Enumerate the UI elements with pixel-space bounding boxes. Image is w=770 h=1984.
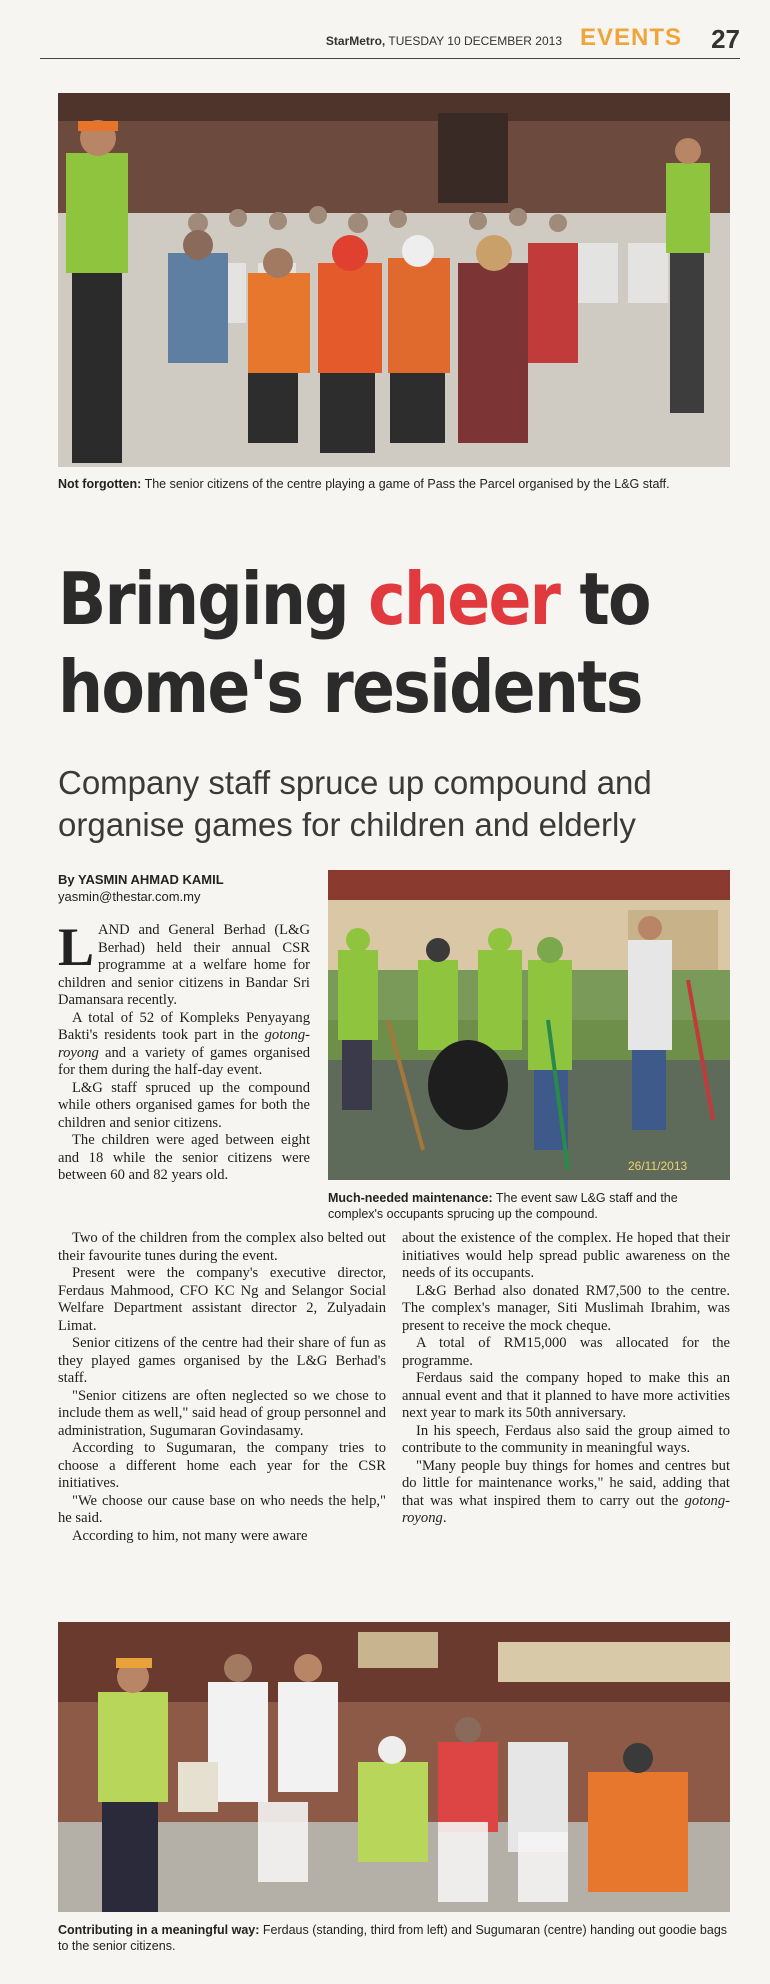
paragraph-14: A total of RM15,000 was allocated for the programme. [402,1335,730,1369]
header-dateline [326,34,562,48]
author-email: yasmin@thestar.com.my [58,889,201,904]
bottom-photo [58,1622,730,1912]
article-headline [58,555,656,731]
middle-caption-lead: Much-needed maintenance: [328,1191,493,1205]
section-label: EVENTS [580,24,683,51]
paragraph-8: "Senior citizens are often neglected so we chose to include them as well," said head of group personnel and administration, Sugumaran Govindasamy. [58,1387,386,1439]
page-header [40,22,740,59]
headline-accent: cheer [368,557,560,641]
paragraph-13: L&G Berhad also donated RM7,500 to the centre. The complex's manager, Siti Muslimah Ibrahim, was present to receive the mock cheque. [402,1282,730,1334]
top-photo-caption [58,476,730,492]
top-photo [58,93,730,467]
bottom-photo-caption [58,1922,730,1954]
middle-caption-text: The event saw L&G staff and the complex's occupants sprucing up the compound. [328,1191,678,1221]
paragraph-2: A total of 52 of Kompleks Penyayang Bakti's residents took part in the gotong-royong and a variety of games organised for them during the half-day event. [58,1009,310,1078]
headline-part2: to home's residents [58,557,650,729]
byline: By YASMIN AHMAD KAMIL [58,872,224,887]
article-column-2 [402,1230,730,1528]
paragraph-6: Present were the company's executive director, Ferdaus Mahmood, CFO KC Ng and Selangor Social Welfare Department assistant director 2, Zulyadain Limat. [58,1265,386,1334]
paragraph-11: According to him, not many were aware [72,1527,308,1544]
page-number: 27 [711,24,740,54]
paragraph-9: According to Sugumaran, the company tries to choose a different home each year for the CSR initiatives. [58,1440,386,1491]
middle-photo-caption [328,1190,730,1222]
headline-part1: Bringing [58,557,369,641]
top-caption-text: The senior citizens of the centre playing a game of Pass the Parcel organised by the L&G staff. [144,477,670,491]
middle-photo [328,870,730,1180]
paragraph-16: In his speech, Ferdaus also said the group aimed to contribute to the community in meaningful ways. [402,1422,730,1456]
paragraph-7: Senior citizens of the centre had their share of fun as they played games organised by the L&G Berhad's staff. [58,1335,386,1386]
bottom-caption-text: Ferdaus (standing, third from left) and Sugumaran (centre) handing out goodie bags to the senior citizens. [58,1923,728,1953]
top-caption-lead: Not forgotten: [58,477,142,491]
article-subheadline: Company staff spruce up compound and organise games for children and elderly [58,764,652,843]
paragraph-3: L&G staff spruced up the compound while others organised games for both the children and senior citizens. [58,1079,310,1131]
paragraph-10: "We choose our cause base on who needs the help," he said. [58,1492,386,1526]
photo-date-stamp: 26/11/2013 [628,1159,688,1173]
drop-cap: L [58,917,95,977]
publication-date: TUESDAY 10 DECEMBER 2013 [388,34,562,48]
article-column-1 [58,917,310,1185]
paragraph-17: "Many people buy things for homes and centres but do little for maintenance works," he said, adding that that was what inspired them to carry out the gotong-royong. [402,1457,730,1526]
article-column-1-lower [58,1230,386,1545]
paragraph-4: The children were aged between eight and 18 while the senior citizens were between 60 and 82 years old. [58,1132,310,1183]
publication-name: StarMetro, [325,34,386,48]
paragraph-1: LAND and General Berhad (L&G Berhad) held their annual CSR programme at a welfare home for children and senior citizens in Bandar Sri Damansara recently. [58,917,310,1008]
paragraph-12: about the existence of the complex. He hoped that their initiatives would help spread public awareness on the needs of its occupants. [402,1230,730,1281]
paragraph-15: Ferdaus said the company hoped to make this an annual event and that it planned to have more activities next year to mark its 50th anniversary. [402,1370,730,1421]
bottom-caption-lead: Contributing in a meaningful way: [58,1923,260,1937]
paragraph-5: Two of the children from the complex also belted out their favourite tunes during the event. [58,1230,386,1264]
